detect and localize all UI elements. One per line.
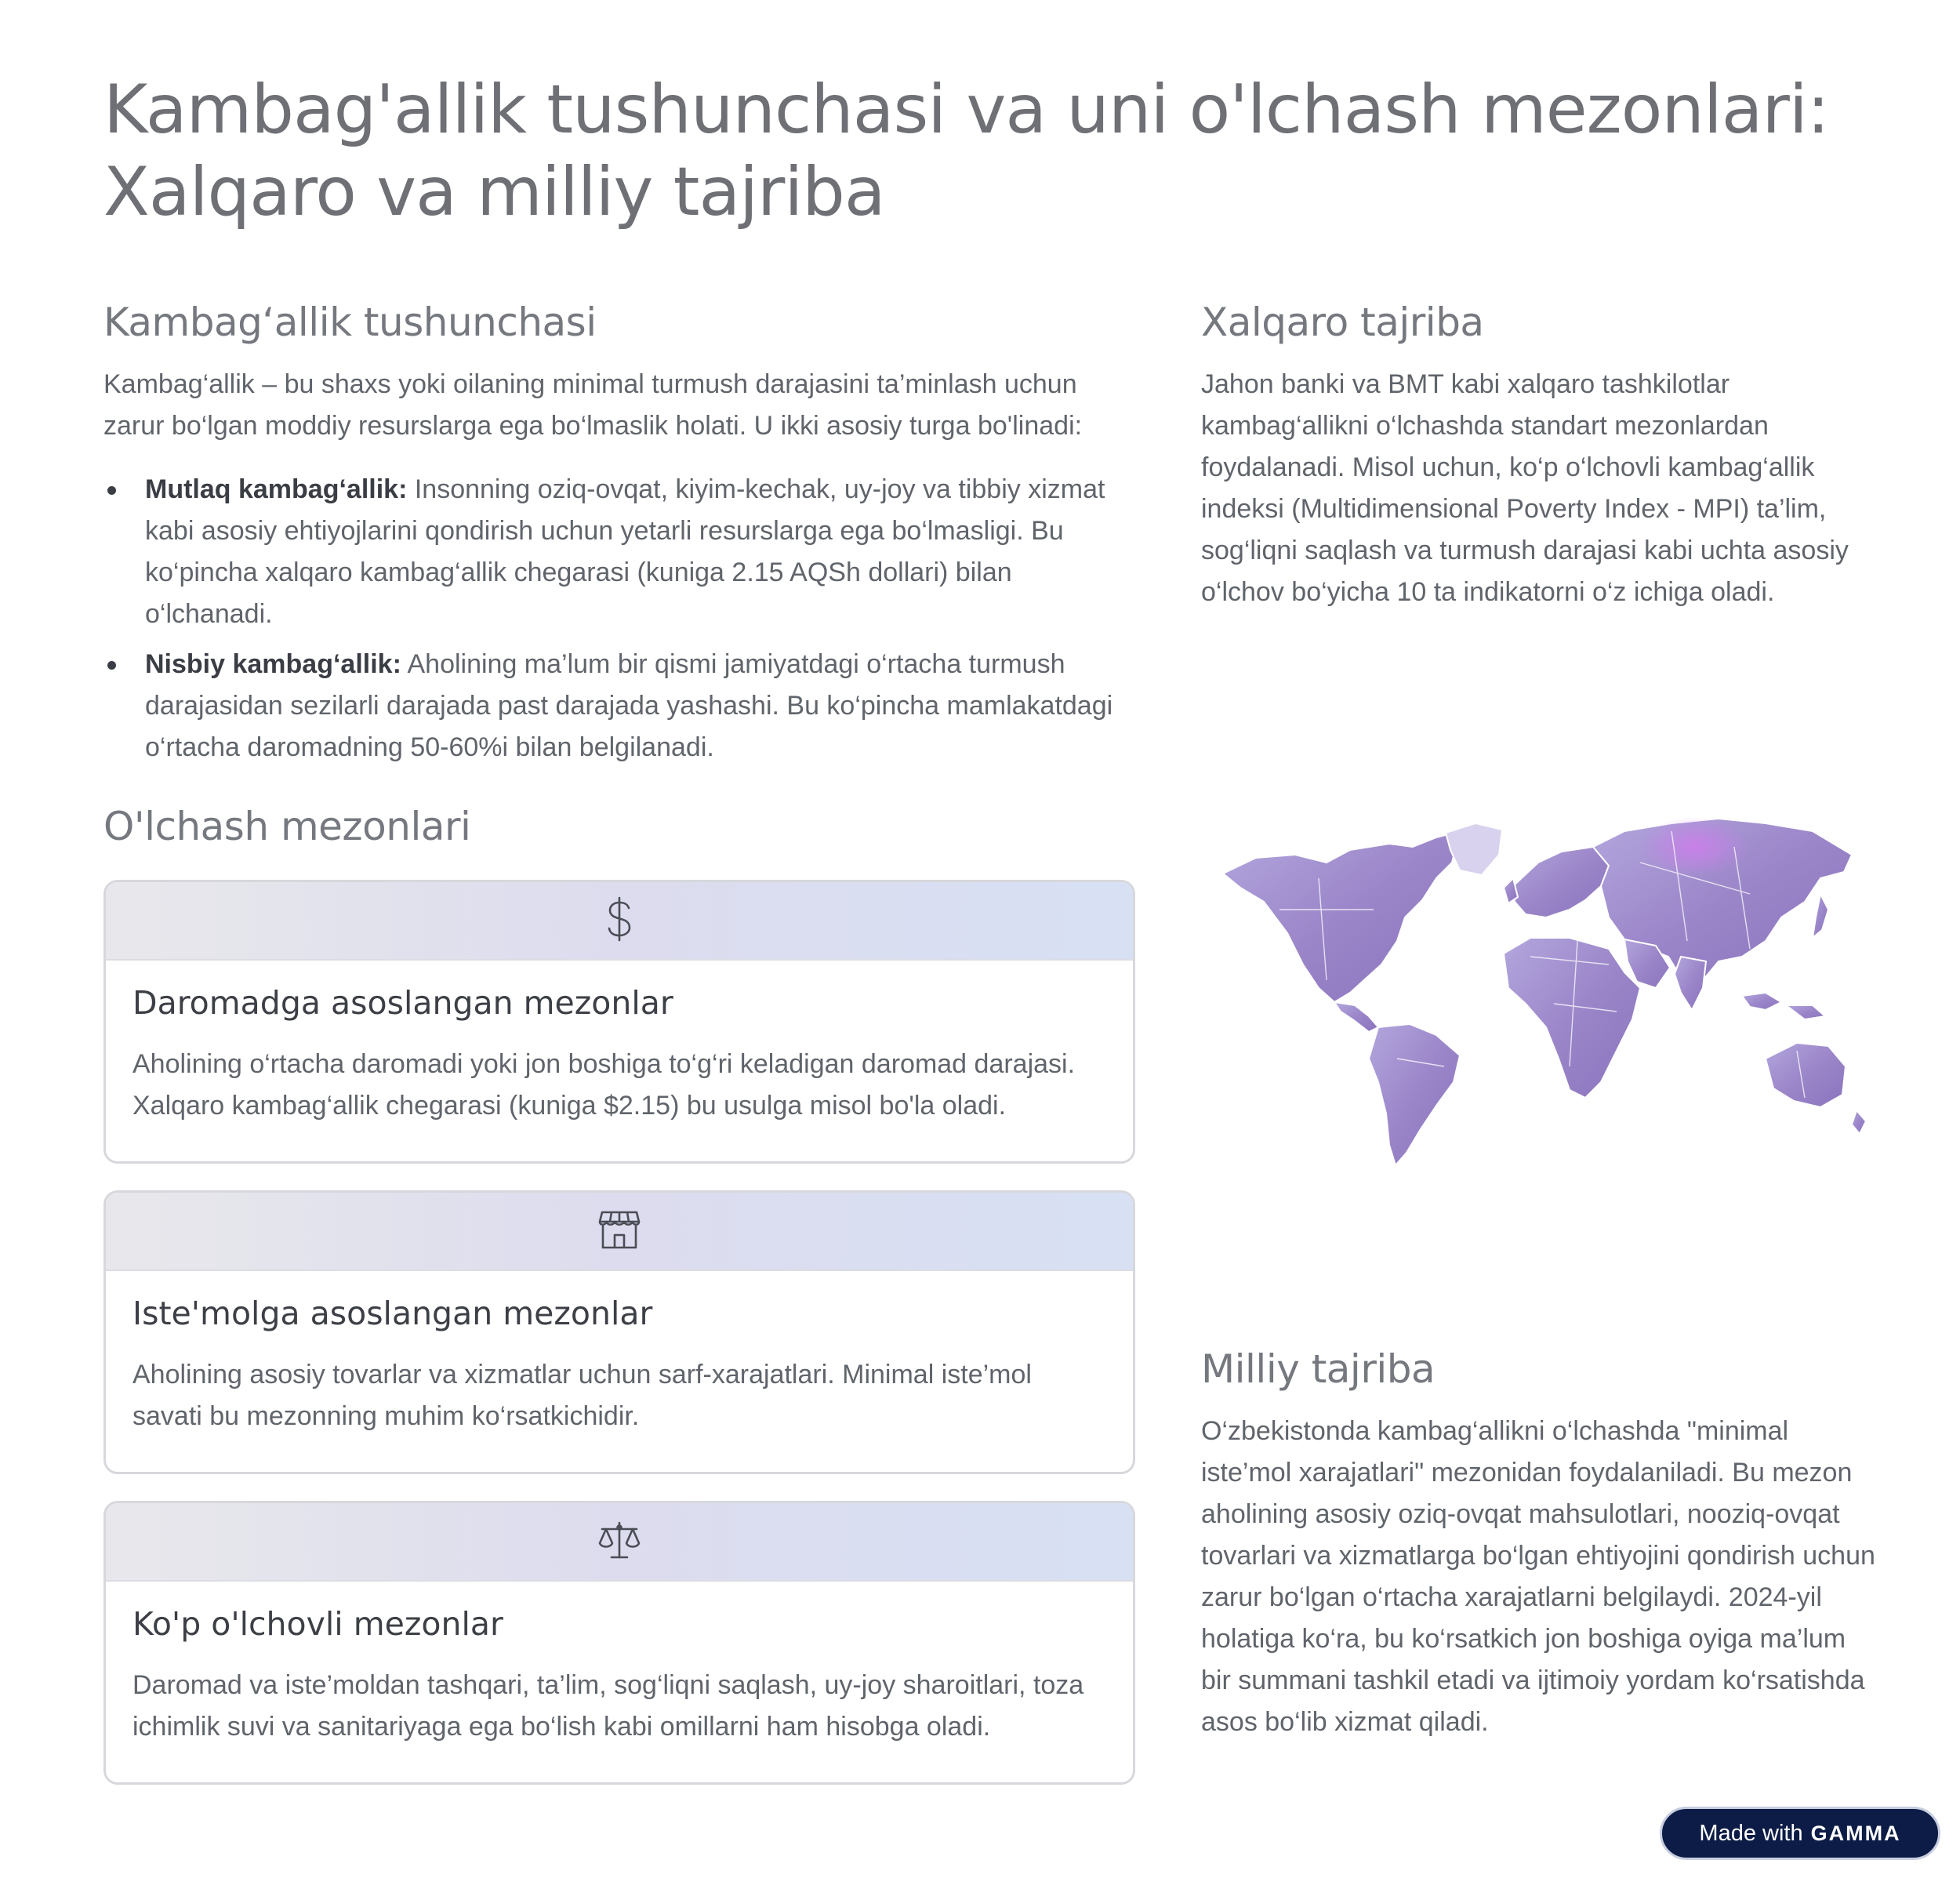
national-section: [1201, 1346, 1875, 1743]
badge-prefix: Made with: [1699, 1820, 1803, 1846]
national-text: O‘zbekistonda kambag‘allikni o‘lchashda "minimal iste’mol xarajatlari" mezonidan foydalaniladi. Bu mezon aholining asosiy oziq-ovqat mahsulotlari, nooziq-ovqat tovarlari va xizmatlarga bo‘lgan ehtiyojini qondirish uchun zarur bo‘lgan o‘rtacha xarajatlarni belgilaydi. 2024-yil holatiga ko‘ra, bu ko‘rsatkich jon boshiga oyiga ma’lum bir summani tashkil etadi va ijtimoiy yordam ko‘rsatishda asos bo‘lib xizmat qiladi.: [1201, 1416, 1875, 1737]
card-header: [106, 1193, 1133, 1271]
card-text: Aholining asosiy tovarlar va xizmatlar uchun sarf-xarajatlari. Minimal iste’mol savati bu mezonning muhim ko‘rsatkichidir.: [132, 1360, 1032, 1431]
criteria-card-multidimensional: [103, 1501, 1135, 1785]
criteria-card-consumption: [103, 1190, 1135, 1474]
bullet-term: Nisbiy kambag‘allik:: [145, 649, 401, 679]
criteria-card-income: [103, 880, 1135, 1164]
concept-section: [103, 300, 1138, 777]
concept-heading: Kambag‘allik tushunchasi: [103, 300, 597, 345]
bullet-text: Insonning oziq-ovqat, kiyim-kechak, uy-joy va tibbiy xizmat kabi asosiy ehtiyojlarini qondirish uchun yetarli resurslarga ega bo‘lmasligi. Bu ko‘pincha xalqaro kambag‘allik chegarasi (kuniga 2.15 AQSh dollari) bilan o‘lchanadi.: [145, 474, 1105, 629]
national-heading: Milliy tajriba: [1201, 1346, 1436, 1392]
world-map-image: [1201, 800, 1875, 1192]
bullet-absolute: [103, 469, 1138, 635]
concept-bullets: [103, 469, 1138, 768]
international-section: [1201, 300, 1875, 613]
card-header: [106, 882, 1133, 961]
card-text: Aholining o‘rtacha daromadi yoki jon boshiga to‘g‘ri keladigan daromad darajasi. Xalqaro kambag‘allik chegarasi (kuniga $2.15) bu usulga misol bo'la oladi.: [132, 1049, 1076, 1121]
scale-icon: [597, 1520, 641, 1564]
gamma-logo: GAMMA: [1810, 1821, 1901, 1845]
bullet-relative: [103, 644, 1138, 768]
store-icon: [598, 1208, 641, 1255]
page-title: Kambag'allik tushunchasi va uni o'lchash mezonlari: Xalqaro va milliy tajriba: [103, 71, 1829, 231]
concept-intro: Kambag‘allik – bu shaxs yoki oilaning minimal turmush darajasini ta’minlash uchun zarur bo‘lgan moddiy resurslarga ega bo‘lmaslik holati. U ikki asosiy turga bo'linadi:: [103, 369, 1083, 441]
bullet-text: Aholining ma’lum bir qismi jamiyatdagi o‘rtacha turmush darajasidan sezilarli darajada past darajada yashashi. Bu ko‘pincha mamlakatdagi o‘rtacha daromadning 50-60%i bilan belgilanadi.: [145, 649, 1113, 762]
card-title: Daromadga asoslangan mezonlar: [132, 984, 673, 1022]
criteria-heading: O'lchash mezonlari: [103, 804, 471, 849]
card-title: Iste'molga asoslangan mezonlar: [132, 1295, 653, 1332]
card-title: Ko'p o'lchovli mezonlar: [132, 1605, 503, 1643]
dollar-icon: [604, 895, 635, 946]
card-header: [106, 1503, 1133, 1582]
card-text: Daromad va iste’moldan tashqari, ta’lim, sog‘liqni saqlash, uy-joy sharoitlari, toza ichimlik suvi va sanitariyaga ega bo‘lish kabi omillarni ham hisobga oladi.: [132, 1670, 1084, 1742]
bullet-term: Mutlaq kambag‘allik:: [145, 474, 408, 504]
made-with-gamma-badge[interactable]: [1660, 1807, 1940, 1860]
international-heading: Xalqaro tajriba: [1201, 300, 1484, 345]
international-text: Jahon banki va BMT kabi xalqaro tashkilotlar kambag‘allikni o‘lchashda standart mezonlardan foydalanadi. Misol uchun, ko‘p o‘lchovli kambag‘allik indeksi (Multidimensional Poverty Index - MPI) ta’lim, sog‘liqni saqlash va turmush darajasi kabi uchta asosiy o‘lchov bo‘yicha 10 ta indikatorni o‘z ichiga oladi.: [1201, 369, 1849, 607]
